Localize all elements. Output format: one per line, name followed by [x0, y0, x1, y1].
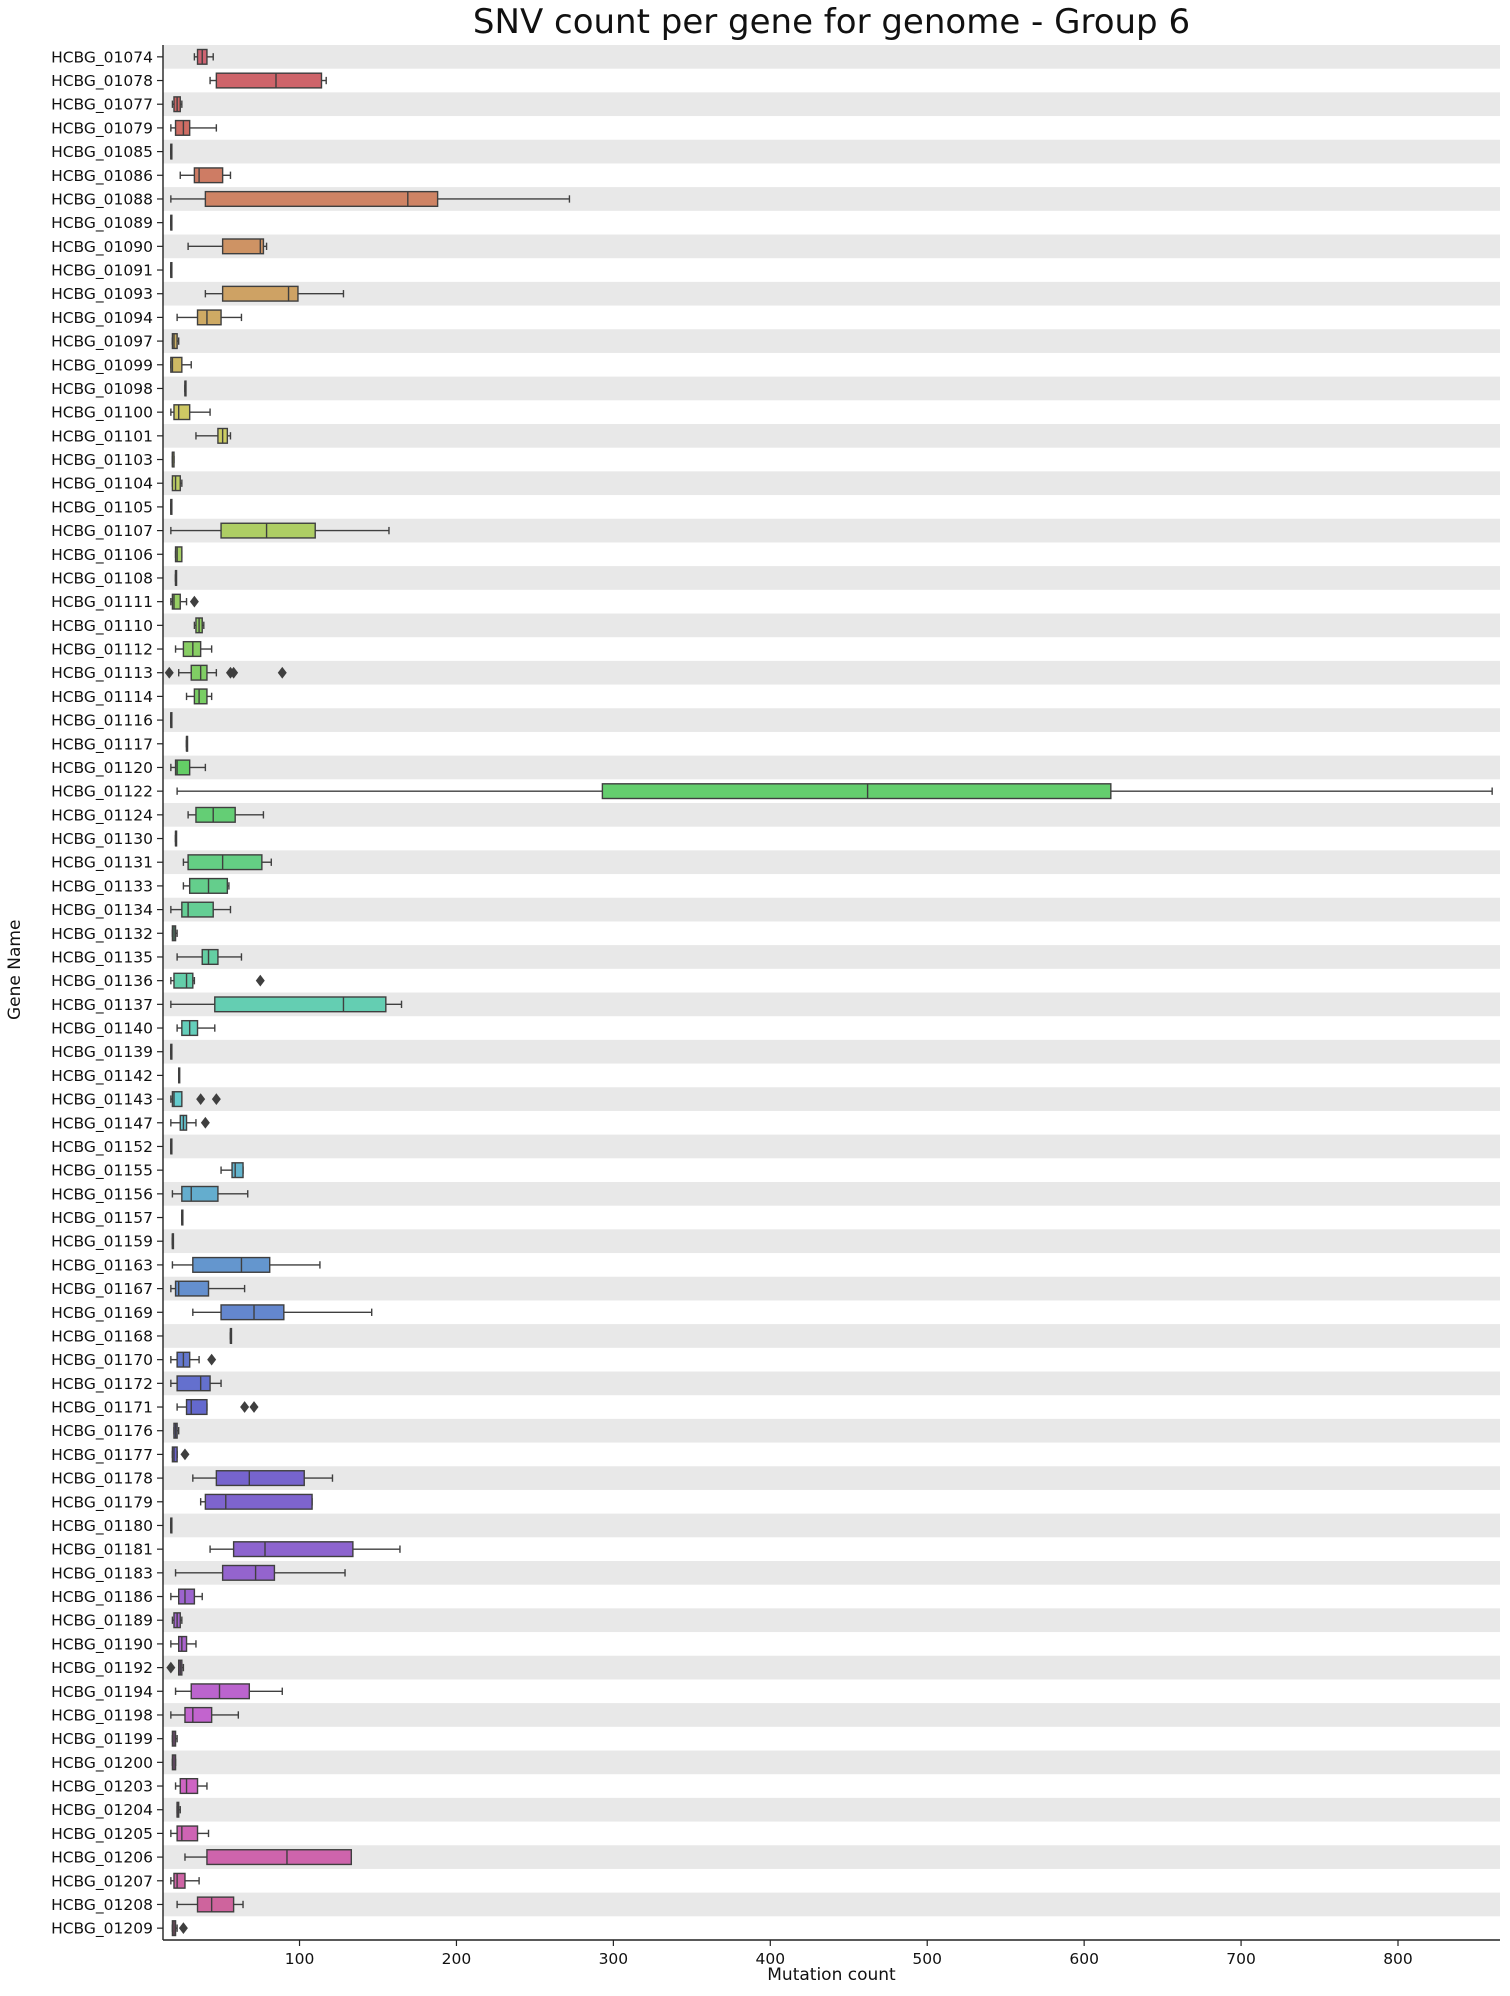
y-tick-label: HCBG_01169 — [51, 1303, 153, 1322]
outlier-point — [179, 1922, 188, 1934]
x-tick-label: 400 — [755, 1950, 786, 1968]
row-shade — [163, 45, 1500, 69]
y-tick-label: HCBG_01186 — [51, 1588, 153, 1607]
y-tick-label: HCBG_01090 — [51, 237, 153, 256]
row-shade — [163, 898, 1500, 922]
row-shade — [163, 424, 1500, 448]
box-HCBG_01112 — [183, 642, 200, 657]
y-tick-label: HCBG_01101 — [51, 427, 153, 446]
y-tick-label: HCBG_01113 — [51, 664, 153, 683]
box-HCBG_01090 — [223, 239, 264, 254]
y-tick-label: HCBG_01167 — [51, 1280, 153, 1299]
y-tick-label: HCBG_01105 — [51, 498, 153, 517]
row-shade — [163, 1798, 1500, 1822]
row-shade — [163, 1087, 1500, 1111]
row-shade — [163, 1277, 1500, 1301]
box-HCBG_01206 — [207, 1850, 351, 1865]
x-tick-label: 500 — [912, 1950, 943, 1968]
box-HCBG_01198 — [185, 1708, 212, 1723]
y-tick-label: HCBG_01117 — [51, 735, 153, 754]
x-tick-label: 800 — [1383, 1950, 1413, 1968]
y-tick-label: HCBG_01085 — [51, 143, 153, 162]
x-tick-label: 200 — [441, 1950, 472, 1968]
y-tick-label: HCBG_01124 — [51, 806, 153, 825]
box-HCBG_01172 — [177, 1376, 210, 1391]
y-tick-label: HCBG_01152 — [51, 1137, 153, 1156]
y-tick-label: HCBG_01177 — [51, 1445, 153, 1464]
y-tick-label: HCBG_01207 — [51, 1872, 153, 1891]
box-HCBG_01163 — [193, 1258, 270, 1273]
y-tick-label: HCBG_01091 — [51, 261, 153, 280]
box-HCBG_01194 — [191, 1684, 249, 1699]
row-shade — [163, 1561, 1500, 1585]
chart-title: SNV count per gene for genome - Group 6 — [472, 2, 1191, 42]
outlier-point — [190, 596, 199, 608]
box-HCBG_01177 — [172, 1447, 177, 1462]
y-tick-label: HCBG_01116 — [51, 711, 153, 730]
row-shade — [163, 1229, 1500, 1253]
row-shade — [163, 803, 1500, 827]
outlier-point — [180, 1449, 189, 1461]
box-HCBG_01205 — [177, 1826, 197, 1841]
x-tick-label: 100 — [284, 1950, 315, 1968]
row-shade — [163, 282, 1500, 306]
x-axis-label: Mutation count — [767, 1965, 896, 1985]
box-HCBG_01134 — [182, 902, 213, 917]
y-tick-label: HCBG_01100 — [51, 403, 153, 422]
outlier-point — [201, 1117, 210, 1129]
y-tick-label: HCBG_01093 — [51, 285, 153, 304]
x-tick-label: 700 — [1226, 1950, 1256, 1968]
box-HCBG_01094 — [198, 310, 222, 325]
row-shade — [163, 1135, 1500, 1159]
row-shade — [163, 1324, 1500, 1348]
y-tick-label: HCBG_01203 — [51, 1777, 153, 1796]
y-tick-label: HCBG_01209 — [51, 1919, 153, 1938]
box-HCBG_01088 — [205, 192, 437, 207]
outlier-point — [240, 1401, 249, 1413]
row-shade — [163, 1656, 1500, 1680]
row-shade — [163, 566, 1500, 590]
row-shade — [163, 661, 1500, 685]
y-tick-label: HCBG_01086 — [51, 166, 153, 185]
box-HCBG_01100 — [174, 405, 190, 420]
y-tick-label: HCBG_01130 — [51, 830, 153, 849]
y-tick-label: HCBG_01134 — [51, 901, 153, 920]
y-tick-label: HCBG_01136 — [51, 972, 153, 991]
y-tick-label: HCBG_01190 — [51, 1635, 153, 1654]
y-tick-label: HCBG_01163 — [51, 1256, 153, 1275]
y-tick-label: HCBG_01179 — [51, 1493, 153, 1512]
y-tick-label: HCBG_01142 — [51, 1066, 153, 1085]
box-HCBG_01178 — [216, 1471, 304, 1486]
box-HCBG_01203 — [180, 1779, 197, 1794]
box-HCBG_01135 — [202, 950, 218, 965]
y-tick-label: HCBG_01176 — [51, 1422, 153, 1441]
outlier-point — [250, 1401, 259, 1413]
row-shade — [163, 1514, 1500, 1538]
y-tick-label: HCBG_01156 — [51, 1185, 153, 1204]
y-tick-label: HCBG_01168 — [51, 1327, 153, 1346]
y-tick-label: HCBG_01171 — [51, 1398, 153, 1417]
box-HCBG_01114 — [194, 689, 207, 704]
row-shade — [163, 1419, 1500, 1443]
y-tick-label: HCBG_01078 — [51, 72, 153, 91]
row-shade — [163, 235, 1500, 259]
y-tick-label: HCBG_01181 — [51, 1540, 153, 1559]
y-tick-label: HCBG_01170 — [51, 1351, 153, 1370]
box-HCBG_01156 — [182, 1187, 218, 1202]
y-tick-label: HCBG_01077 — [51, 95, 153, 114]
box-HCBG_01093 — [223, 286, 298, 301]
y-tick-label: HCBG_01178 — [51, 1469, 153, 1488]
row-shade — [163, 471, 1500, 495]
box-HCBG_01122 — [602, 784, 1110, 799]
y-tick-label: HCBG_01147 — [51, 1114, 153, 1133]
row-shade — [163, 1182, 1500, 1206]
y-tick-label: HCBG_01159 — [51, 1232, 153, 1251]
y-tick-label: HCBG_01172 — [51, 1374, 153, 1393]
x-tick-label: 300 — [598, 1950, 629, 1968]
outlier-point — [207, 1354, 216, 1366]
y-tick-label: HCBG_01114 — [51, 687, 153, 706]
box-HCBG_01183 — [223, 1566, 275, 1581]
box-HCBG_01136 — [174, 973, 193, 988]
row-shade — [163, 945, 1500, 969]
box-HCBG_01190 — [179, 1637, 187, 1652]
row-shade — [163, 140, 1500, 164]
row-shade — [163, 614, 1500, 638]
y-tick-label: HCBG_01205 — [51, 1824, 153, 1843]
box-HCBG_01079 — [176, 121, 190, 136]
y-tick-label: HCBG_01135 — [51, 948, 153, 967]
y-tick-label: HCBG_01208 — [51, 1895, 153, 1914]
y-tick-label: HCBG_01140 — [51, 1019, 153, 1038]
y-tick-label: HCBG_01206 — [51, 1848, 153, 1867]
y-tick-label: HCBG_01107 — [51, 522, 153, 541]
y-tick-label: HCBG_01194 — [51, 1682, 153, 1701]
y-tick-label: HCBG_01108 — [51, 569, 153, 588]
y-tick-label: HCBG_01110 — [51, 616, 153, 635]
box-HCBG_01155 — [232, 1163, 243, 1178]
row-shade — [163, 92, 1500, 116]
box-HCBG_01113 — [191, 665, 207, 680]
row-shade — [163, 1703, 1500, 1727]
row-shade — [163, 1040, 1500, 1064]
box-HCBG_01104 — [172, 476, 180, 491]
row-shade — [163, 1372, 1500, 1396]
y-tick-label: HCBG_01155 — [51, 1161, 153, 1180]
box-HCBG_01078 — [216, 73, 321, 88]
y-tick-label: HCBG_01200 — [51, 1753, 153, 1772]
row-shade — [163, 377, 1500, 401]
y-tick-label: HCBG_01122 — [51, 782, 153, 801]
y-tick-label: HCBG_01192 — [51, 1659, 153, 1678]
box-HCBG_01171 — [187, 1400, 207, 1415]
y-tick-label: HCBG_01079 — [51, 119, 153, 138]
box-HCBG_01169 — [221, 1305, 284, 1320]
y-tick-label: HCBG_01199 — [51, 1730, 153, 1749]
y-tick-label: HCBG_01098 — [51, 379, 153, 398]
y-tick-label: HCBG_01143 — [51, 1090, 153, 1109]
box-HCBG_01107 — [221, 523, 315, 538]
y-tick-label: HCBG_01157 — [51, 1209, 153, 1228]
row-shade — [163, 708, 1500, 732]
y-tick-label: HCBG_01189 — [51, 1611, 153, 1630]
y-tick-label: HCBG_01094 — [51, 308, 153, 327]
y-tick-label: HCBG_01112 — [51, 640, 153, 659]
box-HCBG_01186 — [179, 1589, 195, 1604]
y-tick-label: HCBG_01139 — [51, 1043, 153, 1062]
y-tick-label: HCBG_01133 — [51, 877, 153, 896]
y-tick-label: HCBG_01120 — [51, 758, 153, 777]
row-shade — [163, 1466, 1500, 1490]
y-tick-label: HCBG_01089 — [51, 214, 153, 233]
y-tick-label: HCBG_01106 — [51, 545, 153, 564]
box-HCBG_01137 — [215, 997, 386, 1012]
row-shade — [163, 850, 1500, 874]
y-axis-label: Gene Name — [5, 919, 25, 1020]
y-tick-label: HCBG_01131 — [51, 853, 153, 872]
y-tick-label: HCBG_01111 — [51, 593, 153, 612]
box-HCBG_01097 — [172, 334, 177, 349]
box-HCBG_01167 — [176, 1281, 209, 1296]
outlier-point — [256, 975, 265, 987]
y-tick-label: HCBG_01103 — [51, 451, 153, 470]
row-shade — [163, 1608, 1500, 1632]
row-shade — [163, 1845, 1500, 1869]
row-shade — [163, 1893, 1500, 1917]
row-shade — [163, 756, 1500, 780]
box-HCBG_01181 — [234, 1542, 353, 1557]
row-shade — [163, 329, 1500, 353]
box-HCBG_01124 — [196, 808, 235, 823]
x-tick-label: 600 — [1069, 1950, 1099, 1968]
box-HCBG_01208 — [198, 1897, 234, 1912]
y-tick-label: HCBG_01097 — [51, 332, 153, 351]
y-tick-label: HCBG_01104 — [51, 474, 153, 493]
y-tick-label: HCBG_01132 — [51, 924, 153, 943]
y-tick-label: HCBG_01183 — [51, 1564, 153, 1583]
box-HCBG_01131 — [188, 855, 262, 870]
y-tick-label: HCBG_01088 — [51, 190, 153, 209]
y-tick-label: HCBG_01204 — [51, 1801, 153, 1820]
y-tick-label: HCBG_01099 — [51, 356, 153, 375]
y-tick-label: HCBG_01137 — [51, 995, 153, 1014]
row-shade — [163, 1751, 1500, 1775]
box-HCBG_01207 — [174, 1873, 185, 1888]
y-tick-label: HCBG_01074 — [51, 48, 153, 67]
y-tick-label: HCBG_01180 — [51, 1516, 153, 1535]
box-HCBG_01179 — [205, 1494, 312, 1509]
y-tick-label: HCBG_01198 — [51, 1706, 153, 1725]
